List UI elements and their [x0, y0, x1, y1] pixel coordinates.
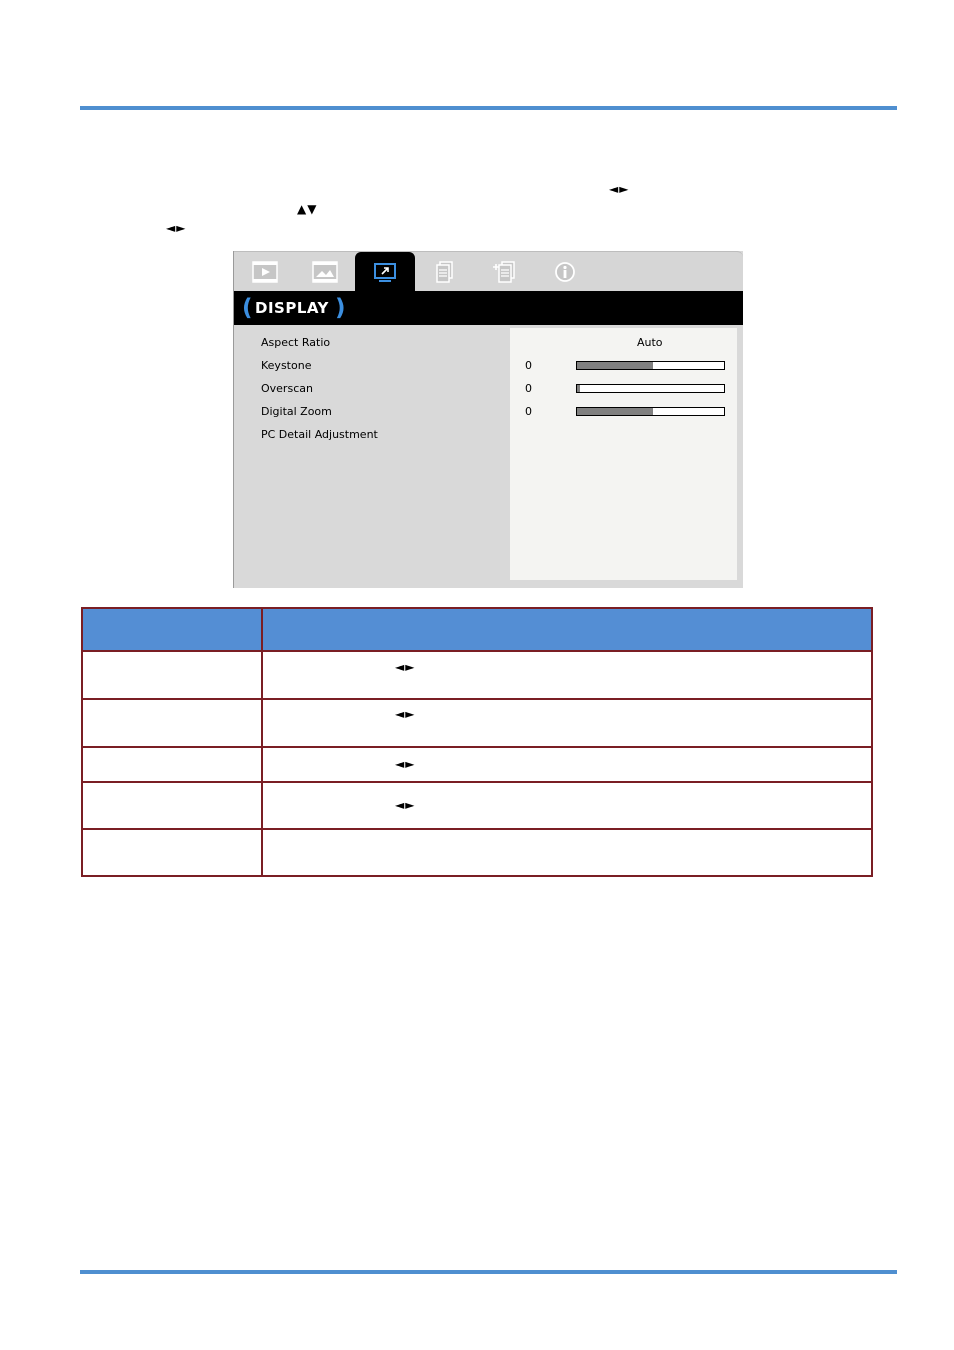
menu-item-aspect-ratio[interactable]: Aspect Ratio — [261, 336, 331, 349]
table-row-divider — [83, 781, 871, 783]
osd-menu — [233, 251, 743, 588]
up-down-arrows-icon: ▲▼ — [297, 202, 318, 216]
info-icon — [554, 261, 576, 283]
overscan-value: 0 — [525, 382, 532, 395]
page-title: DISPLAY — [255, 299, 329, 317]
display-icon — [373, 262, 397, 284]
digital-zoom-slider-fill — [577, 408, 653, 415]
tab-picture[interactable] — [295, 252, 355, 292]
table-row-divider — [83, 828, 871, 830]
picture-icon — [312, 261, 338, 283]
menu-item-digital-zoom[interactable]: Digital Zoom — [261, 405, 332, 418]
left-right-arrows-icon: ◄► — [395, 707, 416, 721]
left-right-arrows-icon: ◄► — [395, 660, 416, 674]
menu-item-pc-detail-adjustment[interactable]: PC Detail Adjustment — [261, 428, 378, 441]
left-right-arrows-icon: ◄► — [609, 182, 630, 196]
footer-rule — [80, 1270, 897, 1274]
digital-zoom-slider[interactable] — [576, 407, 725, 416]
title-close-paren: ) — [335, 295, 346, 321]
document-icon — [434, 260, 456, 284]
tab-film-play[interactable] — [235, 252, 295, 292]
table-column-divider — [261, 609, 263, 875]
tab-info[interactable] — [535, 252, 595, 292]
tab-document[interactable] — [415, 252, 475, 292]
aspect-ratio-value[interactable]: Auto — [637, 336, 663, 349]
menu-values — [510, 328, 737, 580]
overscan-slider-fill — [577, 385, 580, 392]
table-row-divider — [83, 698, 871, 700]
settings-table — [81, 607, 873, 877]
overscan-slider[interactable] — [576, 384, 725, 393]
keystone-slider-fill — [577, 362, 653, 369]
film-play-icon — [252, 261, 278, 283]
left-right-arrows-icon: ◄► — [395, 798, 416, 812]
osd-tab-bar — [234, 251, 743, 291]
menu-item-overscan[interactable]: Overscan — [261, 382, 313, 395]
menu-item-keystone[interactable]: Keystone — [261, 359, 312, 372]
digital-zoom-value: 0 — [525, 405, 532, 418]
keystone-value: 0 — [525, 359, 532, 372]
header-rule — [80, 106, 897, 110]
table-header — [83, 609, 871, 652]
left-right-arrows-icon: ◄► — [166, 221, 187, 235]
menu-title-bar — [234, 291, 743, 325]
left-right-arrows-icon: ◄► — [395, 757, 416, 771]
tab-display[interactable] — [355, 252, 415, 293]
title-open-paren: ( — [242, 295, 253, 321]
menu-items — [234, 325, 509, 588]
add-document-icon — [492, 260, 518, 284]
table-row-divider — [83, 746, 871, 748]
tab-add-document[interactable] — [475, 252, 535, 292]
keystone-slider[interactable] — [576, 361, 725, 370]
